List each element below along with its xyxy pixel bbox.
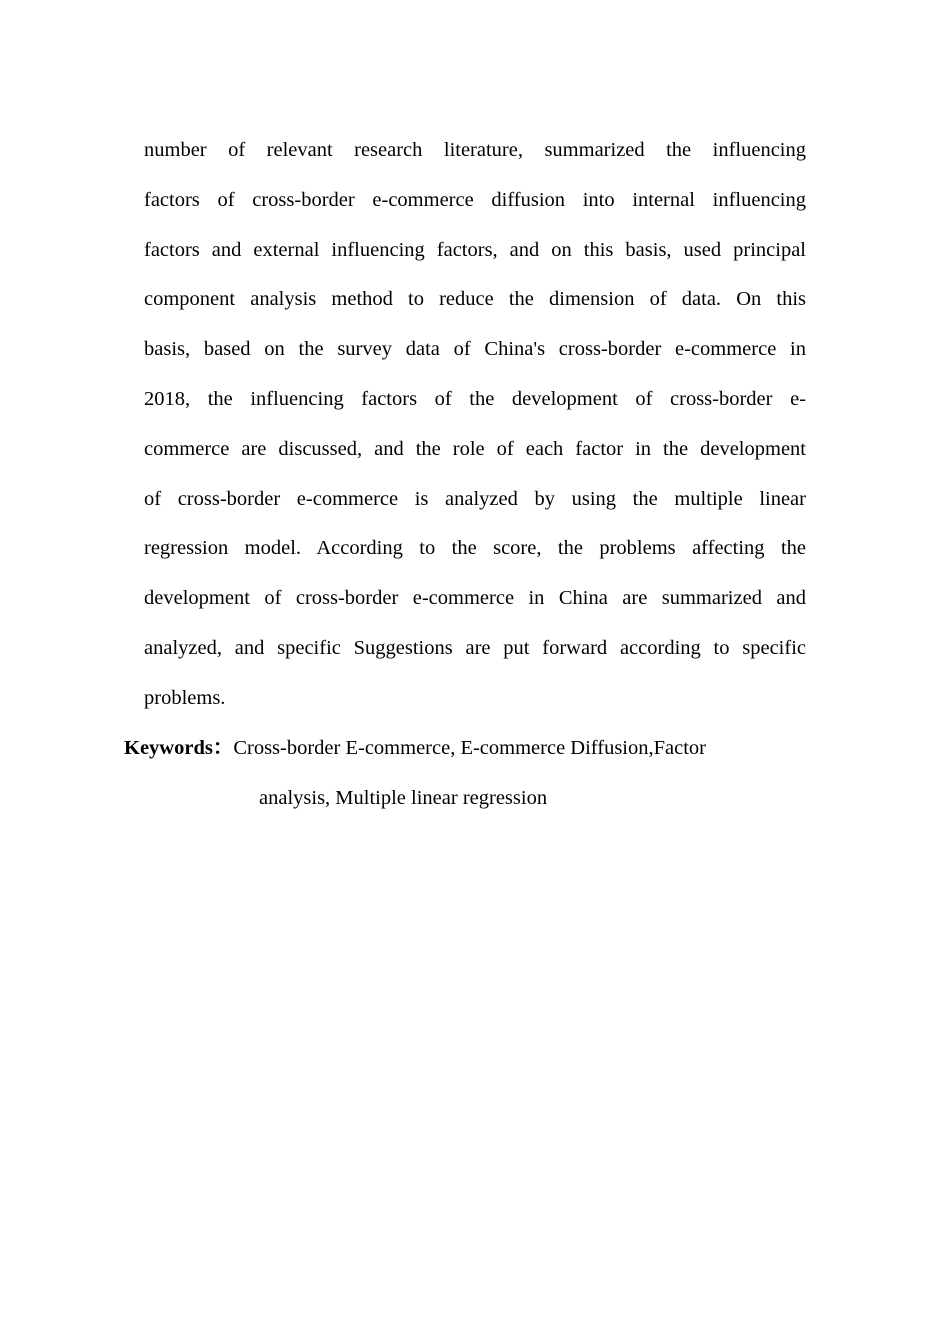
abstract-line: component analysis method to reduce the dimension of data. On this <box>144 288 806 311</box>
keywords-section <box>124 730 824 830</box>
abstract-line: commerce are discussed, and the role of each factor in the development <box>144 437 806 460</box>
abstract-line: factors and external influencing factors, and on this basis, used principal <box>144 238 806 261</box>
abstract-line: problems. <box>144 686 226 709</box>
keywords-continuation: analysis, Multiple linear regression <box>259 786 548 809</box>
keywords-label: Keywords： <box>124 737 234 759</box>
keywords-text: Cross-border E-commerce, E-commerce Diffusion,Factor <box>233 737 706 759</box>
abstract-line: development of cross-border e-commerce in China are summarized and <box>144 587 806 610</box>
abstract-line: regression model. According to the score, the problems affecting the <box>144 537 806 560</box>
abstract-line: basis, based on the survey data of China's cross-border e-commerce in <box>144 338 806 361</box>
abstract-line: number of relevant research literature, summarized the influencing <box>144 139 806 161</box>
abstract-line: of cross-border e-commerce is analyzed by using the multiple linear <box>144 487 806 510</box>
abstract-line: analyzed, and specific Suggestions are put forward according to specific <box>144 636 806 659</box>
abstract-body <box>144 132 806 730</box>
abstract-line: 2018, the influencing factors of the development of cross-border e- <box>144 387 806 410</box>
keywords-row <box>124 730 824 780</box>
abstract-line: factors of cross-border e-commerce diffusion into internal influencing <box>144 188 806 211</box>
